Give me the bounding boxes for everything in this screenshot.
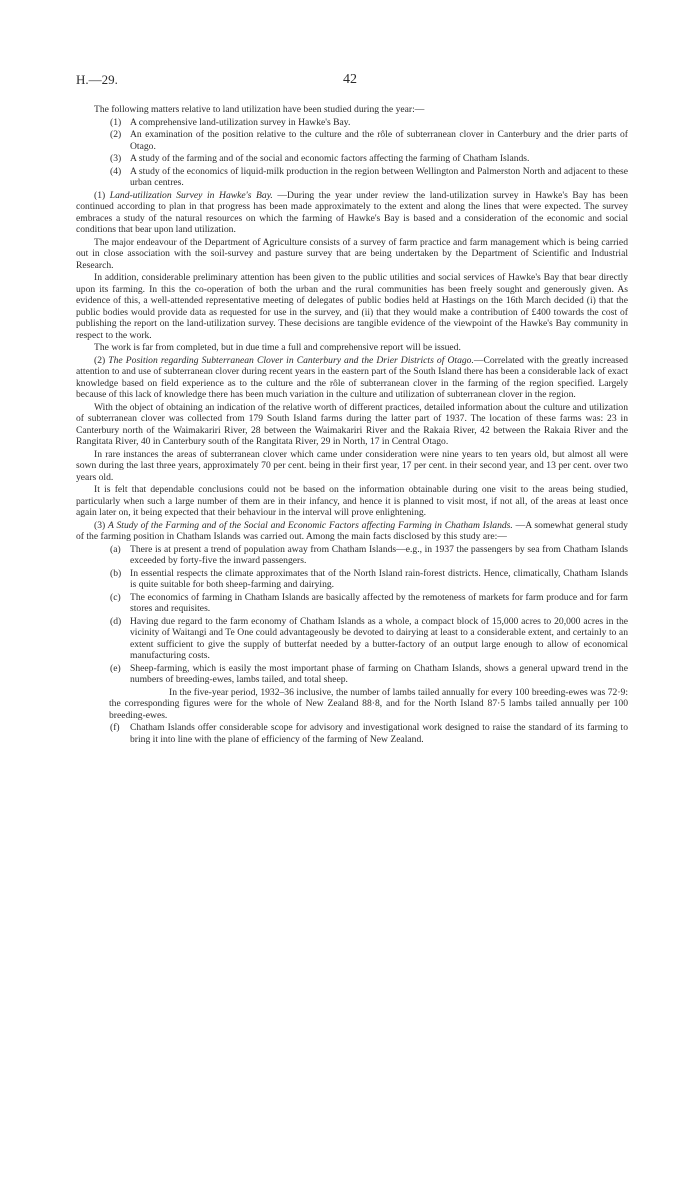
section-3-paragraph bbox=[76, 520, 628, 543]
finding-item-d bbox=[76, 616, 628, 662]
section-1-number: (1) bbox=[94, 189, 110, 201]
matter-text: A comprehensive land-utilization survey in Hawke's Bay. bbox=[130, 116, 351, 128]
finding-text: The economics of farming in Chatham Islands are basically affected by the remoteness of markets for farm produce and for farm stores and requisites. bbox=[130, 591, 628, 614]
finding-item-b bbox=[76, 568, 628, 591]
intro-paragraph: The following matters relative to land utilization have been studied during the year:— bbox=[94, 104, 425, 115]
matter-text: A study of the farming and of the social and economic factors affecting the farming of Chatham Islands. bbox=[130, 153, 530, 164]
matter-text: An examination of the position relative to the culture and the rôle of subterranean clover in Canterbury and the drier parts of Otago. bbox=[130, 129, 628, 152]
matter-number: (4) bbox=[110, 165, 122, 177]
finding-text: Sheep-farming, which is easily the most important phase of farming on Chatham Islands, shows a general upward trend in the numbers of breeding-ewes, lambs tailed, and total sheep. bbox=[130, 662, 628, 685]
finding-letter: (d) bbox=[110, 615, 122, 627]
matter-number: (3) bbox=[110, 153, 122, 164]
finding-item-a bbox=[76, 544, 628, 567]
section-1-paragraph bbox=[76, 190, 628, 236]
section-1-paragraph-3: In addition, considerable preliminary attention has been given to the public utilities and social services of Hawke's Bay that bear directly upon its farming. In this the co-operation of both the urban and the rural communities has been freely sought and generously given. As evidence of this, a well-attended representative meeting of delegates of public bodies held at Hastings on the 16th March decided (i) that the public bodies would provide data as requested for use in the survey, and (ii) that they would make a contribution of £400 towards the cost of publishing the report on the land-utilization survey. These decisions are tangible evidence of the viewpoint of the Hawke's Bay community in respect to the work. bbox=[76, 272, 628, 341]
matter-text: A study of the economics of liquid-milk production in the region between Wellington and Palmerston North and adjacent to these urban centres. bbox=[130, 165, 628, 188]
section-2-paragraph-2: With the object of obtaining an indication of the relative worth of different practices, detailed information about the culture and utilization of subterranean clover was collected from 179 South Island farms during the latter part of 1937. The location of these farms was: 23 in Canterbury north of the Waimakariri River, 28 between the Waimakariri River and the Rakaia River, 42 between the Rakaia River and the Rangitata River, 40 in Canterbury south of the Rangitata River, 29 in North, 17 in Central Otago. bbox=[76, 401, 628, 447]
finding-e-continuation: In the five-year period, 1932–36 inclusive, the number of lambs tailed annually for every 100 breeding-ewes was 72·9: the corresponding figures were for the whole of New Zealand 88·8, and for the North Island 87·5 lambs tailed annually per 100 breeding-ewes. bbox=[109, 686, 628, 721]
section-3-text: —A somewhat general study of the farming position in Chatham Islands was carried out. Among the main facts disclosed by this study are:— bbox=[76, 519, 628, 542]
section-3-heading: A Study of the Farming and of the Social and Economic Factors affecting Farming in Chatham Islands. bbox=[108, 519, 513, 531]
finding-letter: (a) bbox=[110, 543, 121, 555]
section-1-paragraph-2: The major endeavour of the Department of Agriculture consists of a survey of farm practice and farm management which is being carried out in close association with the soil-survey and pasture survey that are being undertaken by the Department of Scientific and Industrial Research. bbox=[76, 236, 628, 271]
finding-text: Chatham Islands offer considerable scope for advisory and investigational work designed to raise the standard of its farming to bring it into line with the plane of efficiency of the farming of New Zealand. bbox=[130, 722, 628, 745]
page-body bbox=[76, 104, 628, 746]
matter-number: (1) bbox=[110, 116, 122, 128]
section-1-text: —During the year under review the land-utilization survey in Hawke's Bay has been continued according to plan in that progress has been made approximately to the extent and along the lines that were expected. The survey embraces a study of the natural resources on which the farming of Hawke's Bay is based and a consideration of the economic and social conditions that bear upon land utilization. bbox=[76, 189, 628, 235]
page-number: 42 bbox=[343, 72, 357, 87]
finding-letter: (c) bbox=[110, 591, 121, 603]
finding-item-c bbox=[76, 592, 628, 615]
matter-item-4 bbox=[76, 166, 628, 189]
finding-item-e bbox=[76, 663, 628, 686]
section-2-heading: The Position regarding Subterranean Clover in Canterbury and the Drier Districts of Otago. bbox=[108, 354, 474, 366]
finding-item-f bbox=[76, 722, 628, 745]
section-2-paragraph-4: It is felt that dependable conclusions could not be based on the information obtainable during one visit to the areas being studied, particularly when such a large number of them are in their infancy, and hence it is planned to visit most, if not all, of the areas at least once again later on, it being expected that their behaviour in the interval will prove enlightening. bbox=[76, 484, 628, 518]
finding-text: Having due regard to the farm economy of Chatham Islands as a whole, a compact block of 15,000 acres to 20,000 acres in the vicinity of Waitangi and Te One could advantageously be devoted to dairying at least to a considerable extent, and certainly to an extent sufficient to give the supply of butterfat needed by a butter-factory of an output large enough to allow of economical manufacturing costs. bbox=[130, 615, 628, 661]
finding-letter: (b) bbox=[110, 567, 122, 579]
matter-item-2 bbox=[76, 129, 628, 152]
matter-item-3 bbox=[76, 153, 628, 165]
section-3-number: (3) bbox=[94, 519, 108, 531]
finding-letter: (f) bbox=[110, 722, 120, 733]
finding-text: In essential respects the climate approximates that of the North Island rain-forest districts. Hence, climatically, Chatham Islands is quite suitable for both sheep-farming and dairying. bbox=[130, 567, 628, 590]
finding-letter: (e) bbox=[110, 662, 121, 674]
matter-item-1 bbox=[76, 117, 628, 129]
finding-text: There is at present a trend of population away from Chatham Islands—e.g., in 1937 the passengers by sea from Chatham Islands exceeded by forty-five the inward passengers. bbox=[130, 543, 628, 566]
section-1-heading: Land-utilization Survey in Hawke's Bay. bbox=[109, 189, 273, 201]
section-2-text: —Correlated with the greatly increased attention to and use of subterranean clover during recent years in the eastern part of the South Island there has been a considerable lack of exact knowledge based on field experience as to the culture and the rôle of subterranean clover in the farming of the region specified. Largely because of this lack of knowledge there has been much variation in the culture and utilization of subterranean clover in the region. bbox=[76, 354, 628, 400]
matter-number: (2) bbox=[110, 129, 122, 140]
section-1-paragraph-4: The work is far from completed, but in due time a full and comprehensive report will be issued. bbox=[94, 342, 461, 353]
document-reference: H.—29. bbox=[76, 72, 118, 87]
section-2-paragraph-3: In rare instances the areas of subterranean clover which came under consideration were nine years to ten years old, but almost all were sown during the last three years, approximately 70 per cent. being in their first year, 17 per cent. in their second year, and 13 per cent. over two years old. bbox=[76, 448, 628, 483]
section-2-number: (2) bbox=[94, 354, 109, 366]
section-2-paragraph bbox=[76, 355, 628, 401]
